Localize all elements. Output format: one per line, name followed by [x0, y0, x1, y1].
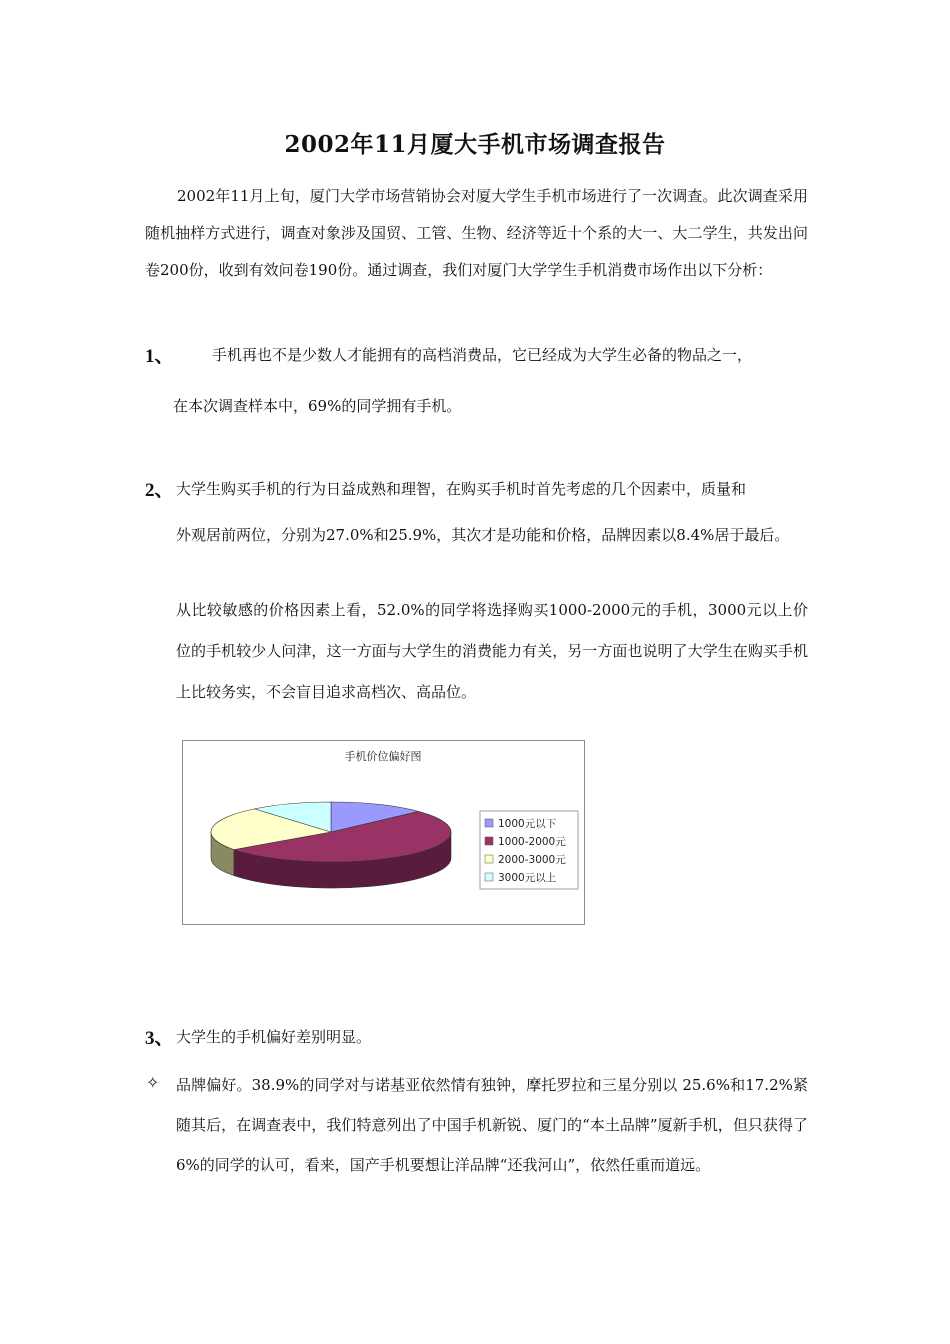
price-preference-chart: [182, 740, 585, 925]
section-2-price-paragraph: 从比较敏感的价格因素上看，52.0%的同学将选择购买1000-2000元的手机，3000元以上价位的手机较少人问津，这一方面与大学生的消费能力有关，另一方面也说明了大学生在购买手机上比较务实，不会盲目追求高档次、高品位。: [176, 601, 808, 701]
section-3-line1: 大学生的手机偏好差别明显。: [176, 1028, 372, 1046]
section-1-line2: 在本次调查样本中，69%的同学拥有手机。: [173, 397, 462, 415]
legend-swatch-4: [485, 873, 493, 881]
section-2-rest: 外观居前两位，分别为27.0%和25.9%，其次才是功能和价格，品牌因素以8.4%居于最后。: [176, 526, 790, 544]
pie-group: [211, 802, 451, 888]
document-title: 2002年11月厦大手机市场调查报告: [284, 131, 666, 158]
intro-paragraph: 2002年11月上旬，厦门大学市场营销协会对厦大学生手机市场进行了一次调查。此次调查采用随机抽样方式进行，调查对象涉及国贸、工管、生物、经济等近十个系的大一、大二学生，共发出问卷200份，收到有效问卷190份。通过调查，我们对厦门大学学生手机消费市场作出以下分析：: [145, 187, 808, 279]
legend-label-3: 2000-3000元: [498, 854, 566, 866]
legend-label-1: 1000元以下: [498, 818, 557, 830]
legend-label-4: 3000元以上: [498, 872, 557, 884]
section-1-number: 1、: [145, 346, 174, 367]
diamond-bullet-icon: ✧: [146, 1073, 160, 1092]
section-2-line1: 大学生购买手机的行为日益成熟和理智，在购买手机时首先考虑的几个因素中，质量和: [176, 480, 747, 498]
legend-swatch-2: [485, 837, 493, 845]
section-2-number: 2、: [145, 480, 174, 501]
section-3-brand-paragraph: 品牌偏好。38.9%的同学对与诺基亚依然情有独钟，摩托罗拉和三星分别以 25.6%和17.2%紧随其后，在调查表中，我们特意列出了中国手机新锐、厦门的“本土品牌”厦新手机，但只获得了6%的同学的认可，看来，国产手机要想让洋品牌“还我河山”，依然任重而道远。: [176, 1076, 808, 1174]
pie-chart-svg: [183, 741, 584, 924]
section-3-number: 3、: [145, 1028, 174, 1049]
legend-label-2: 1000-2000元: [498, 836, 566, 848]
legend-swatch-1: [485, 819, 493, 827]
chart-title: 手机价位偏好图: [344, 750, 422, 763]
chart-legend: [480, 811, 578, 889]
legend-swatch-3: [485, 855, 493, 863]
section-1-line1: 手机再也不是少数人才能拥有的高档消费品，它已经成为大学生必备的物品之一，: [212, 346, 753, 364]
